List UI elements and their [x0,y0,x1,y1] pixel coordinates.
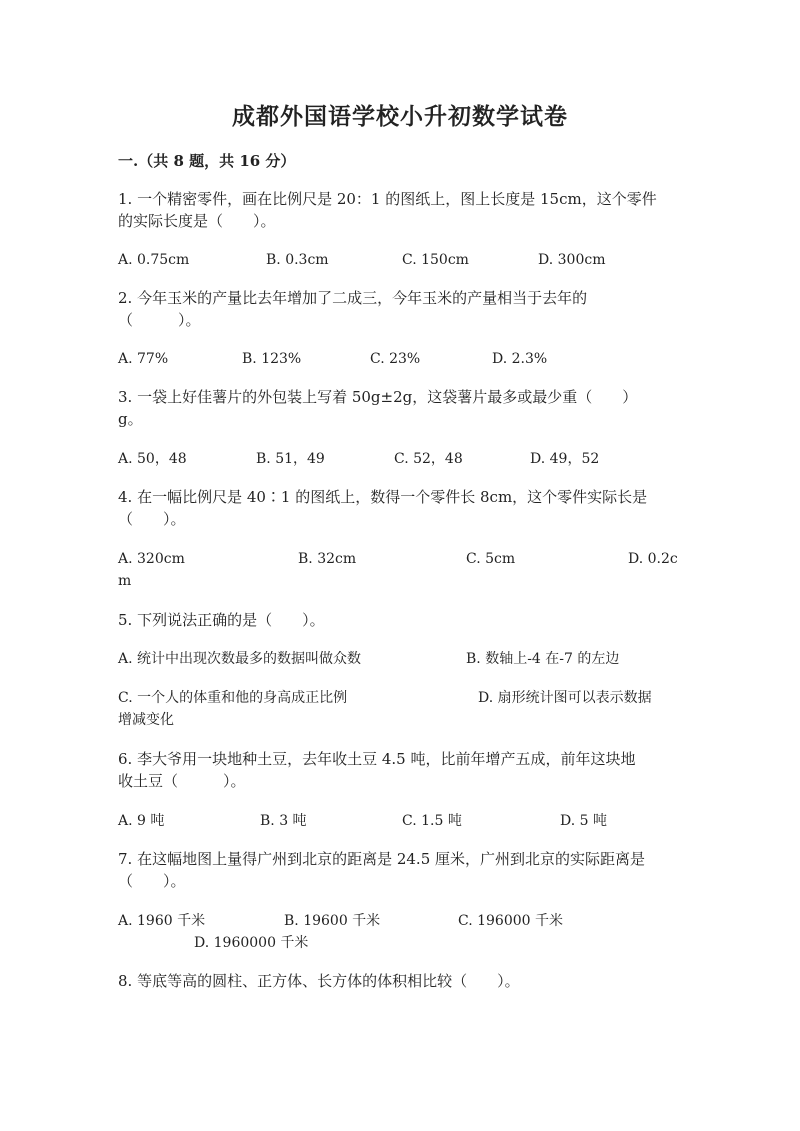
question-3-option-d[interactable]: D. 49，52 [530,451,600,467]
question-2-line-1: 2. 今年玉米的产量比去年增加了二成三，今年玉米的产量相当于去年的 [118,289,588,307]
question-1-option-c[interactable]: C. 150cm [402,252,469,268]
question-2 [118,287,678,331]
question-7-option-d[interactable]: D. 1960000 千米 [194,935,309,951]
question-7-line-2: （ ）。 [118,872,186,890]
question-4-option-a[interactable]: A. 320cm [118,551,185,567]
question-6-line-1: 6. 李大爷用一块地种土豆，去年收土豆 4.5 吨，比前年增产五成，前年这块地 [118,750,636,768]
question-3 [118,386,678,430]
section-heading: 一.（共 8 题，共 16 分） [118,152,296,170]
question-3-option-c[interactable]: C. 52，48 [394,451,463,467]
question-5-line-1: 5. 下列说法正确的是（ ）。 [118,611,325,629]
question-2-line-2: （ ）。 [118,311,201,329]
question-7 [118,848,678,892]
question-1-option-d[interactable]: D. 300cm [538,252,606,268]
question-5-option-b[interactable]: B. 数轴上-4 在-7 的左边 [466,651,620,667]
question-5 [118,609,678,631]
question-6-option-d[interactable]: D. 5 吨 [560,813,607,829]
question-6-line-2: 收土豆（ ）。 [118,772,246,790]
question-7-option-a[interactable]: A. 1960 千米 [118,913,206,929]
question-4-option-d-wrap: m [118,573,132,589]
question-4-line-2: （ ）。 [118,510,186,528]
question-3-option-a[interactable]: A. 50，48 [118,451,187,467]
question-3-line-1: 3. 一袋上好佳薯片的外包装上写着 50g±2g，这袋薯片最多或最少重（ ） [118,388,638,406]
question-2-option-d[interactable]: D. 2.3% [492,351,548,367]
question-2-option-c[interactable]: C. 23% [370,351,421,367]
question-4-line-1: 4. 在一幅比例尺是 40∶1 的图纸上，数得一个零件长 8cm，这个零件实际长是 [118,488,648,506]
question-4-option-d[interactable]: D. 0.2c [628,551,678,567]
question-1 [118,188,678,232]
question-8-line-1: 8. 等底等高的圆柱、正方体、长方体的体积相比较（ ）。 [118,972,520,990]
question-3-line-2: g。 [118,410,143,428]
question-1-option-b[interactable]: B. 0.3cm [266,252,329,268]
question-4-options [118,548,684,592]
question-2-option-a[interactable]: A. 77% [118,351,169,367]
question-7-option-b[interactable]: B. 19600 千米 [284,913,381,929]
question-6-option-a[interactable]: A. 9 吨 [118,813,165,829]
question-4 [118,486,678,530]
question-7-options [118,910,684,954]
question-1-line-1: 1. 一个精密零件，画在比例尺是 20：1 的图纸上，图上长度是 15cm，这个零件 [118,190,657,208]
question-7-option-c[interactable]: C. 196000 千米 [458,913,564,929]
question-4-option-c[interactable]: C. 5cm [466,551,516,567]
question-4-option-b[interactable]: B. 32cm [298,551,357,567]
question-5-option-c[interactable]: C. 一个人的体重和他的身高成正比例 [118,690,348,706]
question-2-option-b[interactable]: B. 123% [242,351,302,367]
question-3-option-b[interactable]: B. 51，49 [256,451,325,467]
question-7-line-1: 7. 在这幅地图上量得广州到北京的距离是 24.5 厘米，广州到北京的实际距离是 [118,850,646,868]
question-5-option-d[interactable]: D. 扇形统计图可以表示数据 [478,690,652,706]
question-6-option-b[interactable]: B. 3 吨 [260,813,307,829]
page-title: 成都外国语学校小升初数学试卷 [232,103,568,130]
question-5-option-a[interactable]: A. 统计中出现次数最多的数据叫做众数 [118,651,362,667]
question-1-option-a[interactable]: A. 0.75cm [118,252,190,268]
question-5-option-d-wrap: 增减变化 [118,712,174,728]
question-8 [118,970,678,992]
question-1-line-2: 的实际长度是（ ）。 [118,212,276,230]
question-6-option-c[interactable]: C. 1.5 吨 [402,813,462,829]
question-5-options [118,648,684,728]
question-6 [118,748,678,792]
